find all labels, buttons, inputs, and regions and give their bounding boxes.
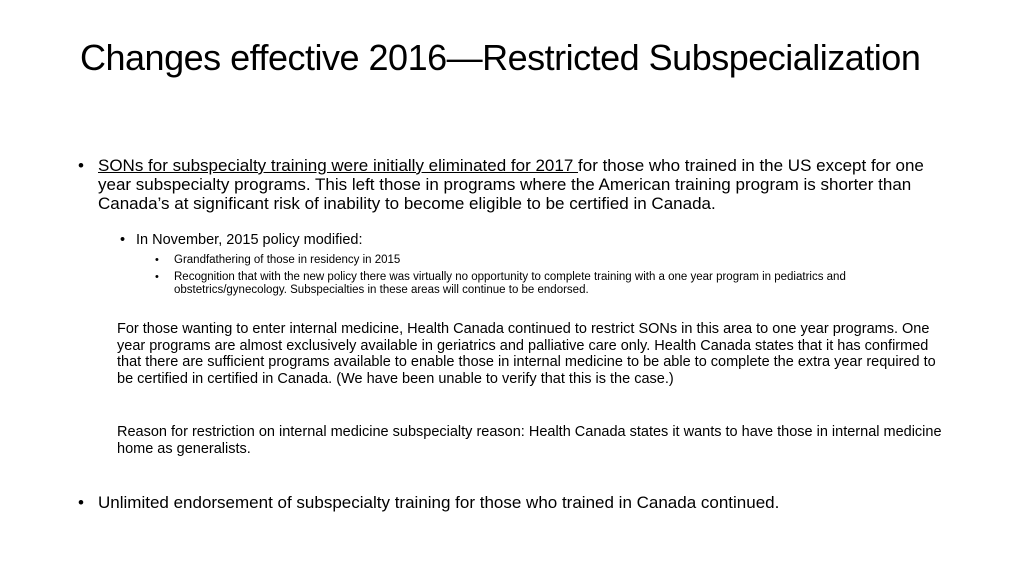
paragraph-internal-medicine: For those wanting to enter internal medicine, Health Canada continued to restrict SONs in this area to one year programs. One year programs are almost exclusively available in geriatrics and palliative care only. Health Canada states that it has confirmed that there are sufficient programs available to enable those in internal medicine to be able to complete the extra year required to be certified in certified in Canada. (We have been unable to verify that this is the case.) (117, 321, 936, 387)
bullet-glyph: • (120, 232, 126, 248)
paragraph-restriction-reason: Reason for restriction on internal medicine subspecialty reason: Health Canada states it wants to have those in internal medicine home as generalists. (117, 424, 942, 457)
bullet-sons-eliminated (78, 156, 948, 213)
sub-bullet-policy-modified (120, 232, 936, 249)
sub-sub-bullet-text: Recognition that with the new policy there was virtually no opportunity to complete training with a one year program in pediatrics and obstetrics/gynecology. Subspecialties in these areas will continue to be endorsed. (174, 271, 846, 296)
bullet-text: Unlimited endorsement of subspecialty training for those who trained in Canada continued. (98, 493, 780, 512)
sub-bullet-text: In November, 2015 policy modified: (136, 232, 363, 248)
sub-sub-bullet-text: Grandfathering of those in residency in 2015 (174, 254, 401, 266)
bullet-text: for those who trained in the US except for one year subspecialty programs. This left those in programs where the American training program is shorter than Canada’s at significant risk of inability to become eligible to be certified in Canada. (98, 156, 924, 213)
bullet-glyph: • (78, 156, 84, 175)
sub-sub-bullet-recognition (155, 271, 914, 297)
underlined-text: SONs for subspecialty training were initially eliminated for 2017 (98, 156, 579, 175)
bullet-unlimited-endorsement (78, 493, 948, 512)
bullet-glyph: • (155, 271, 159, 283)
bullet-glyph: • (155, 254, 159, 266)
sub-sub-bullet-grandfathering (155, 254, 934, 267)
bullet-glyph: • (78, 493, 84, 512)
slide-title: Changes effective 2016—Restricted Subspecialization (80, 37, 921, 78)
